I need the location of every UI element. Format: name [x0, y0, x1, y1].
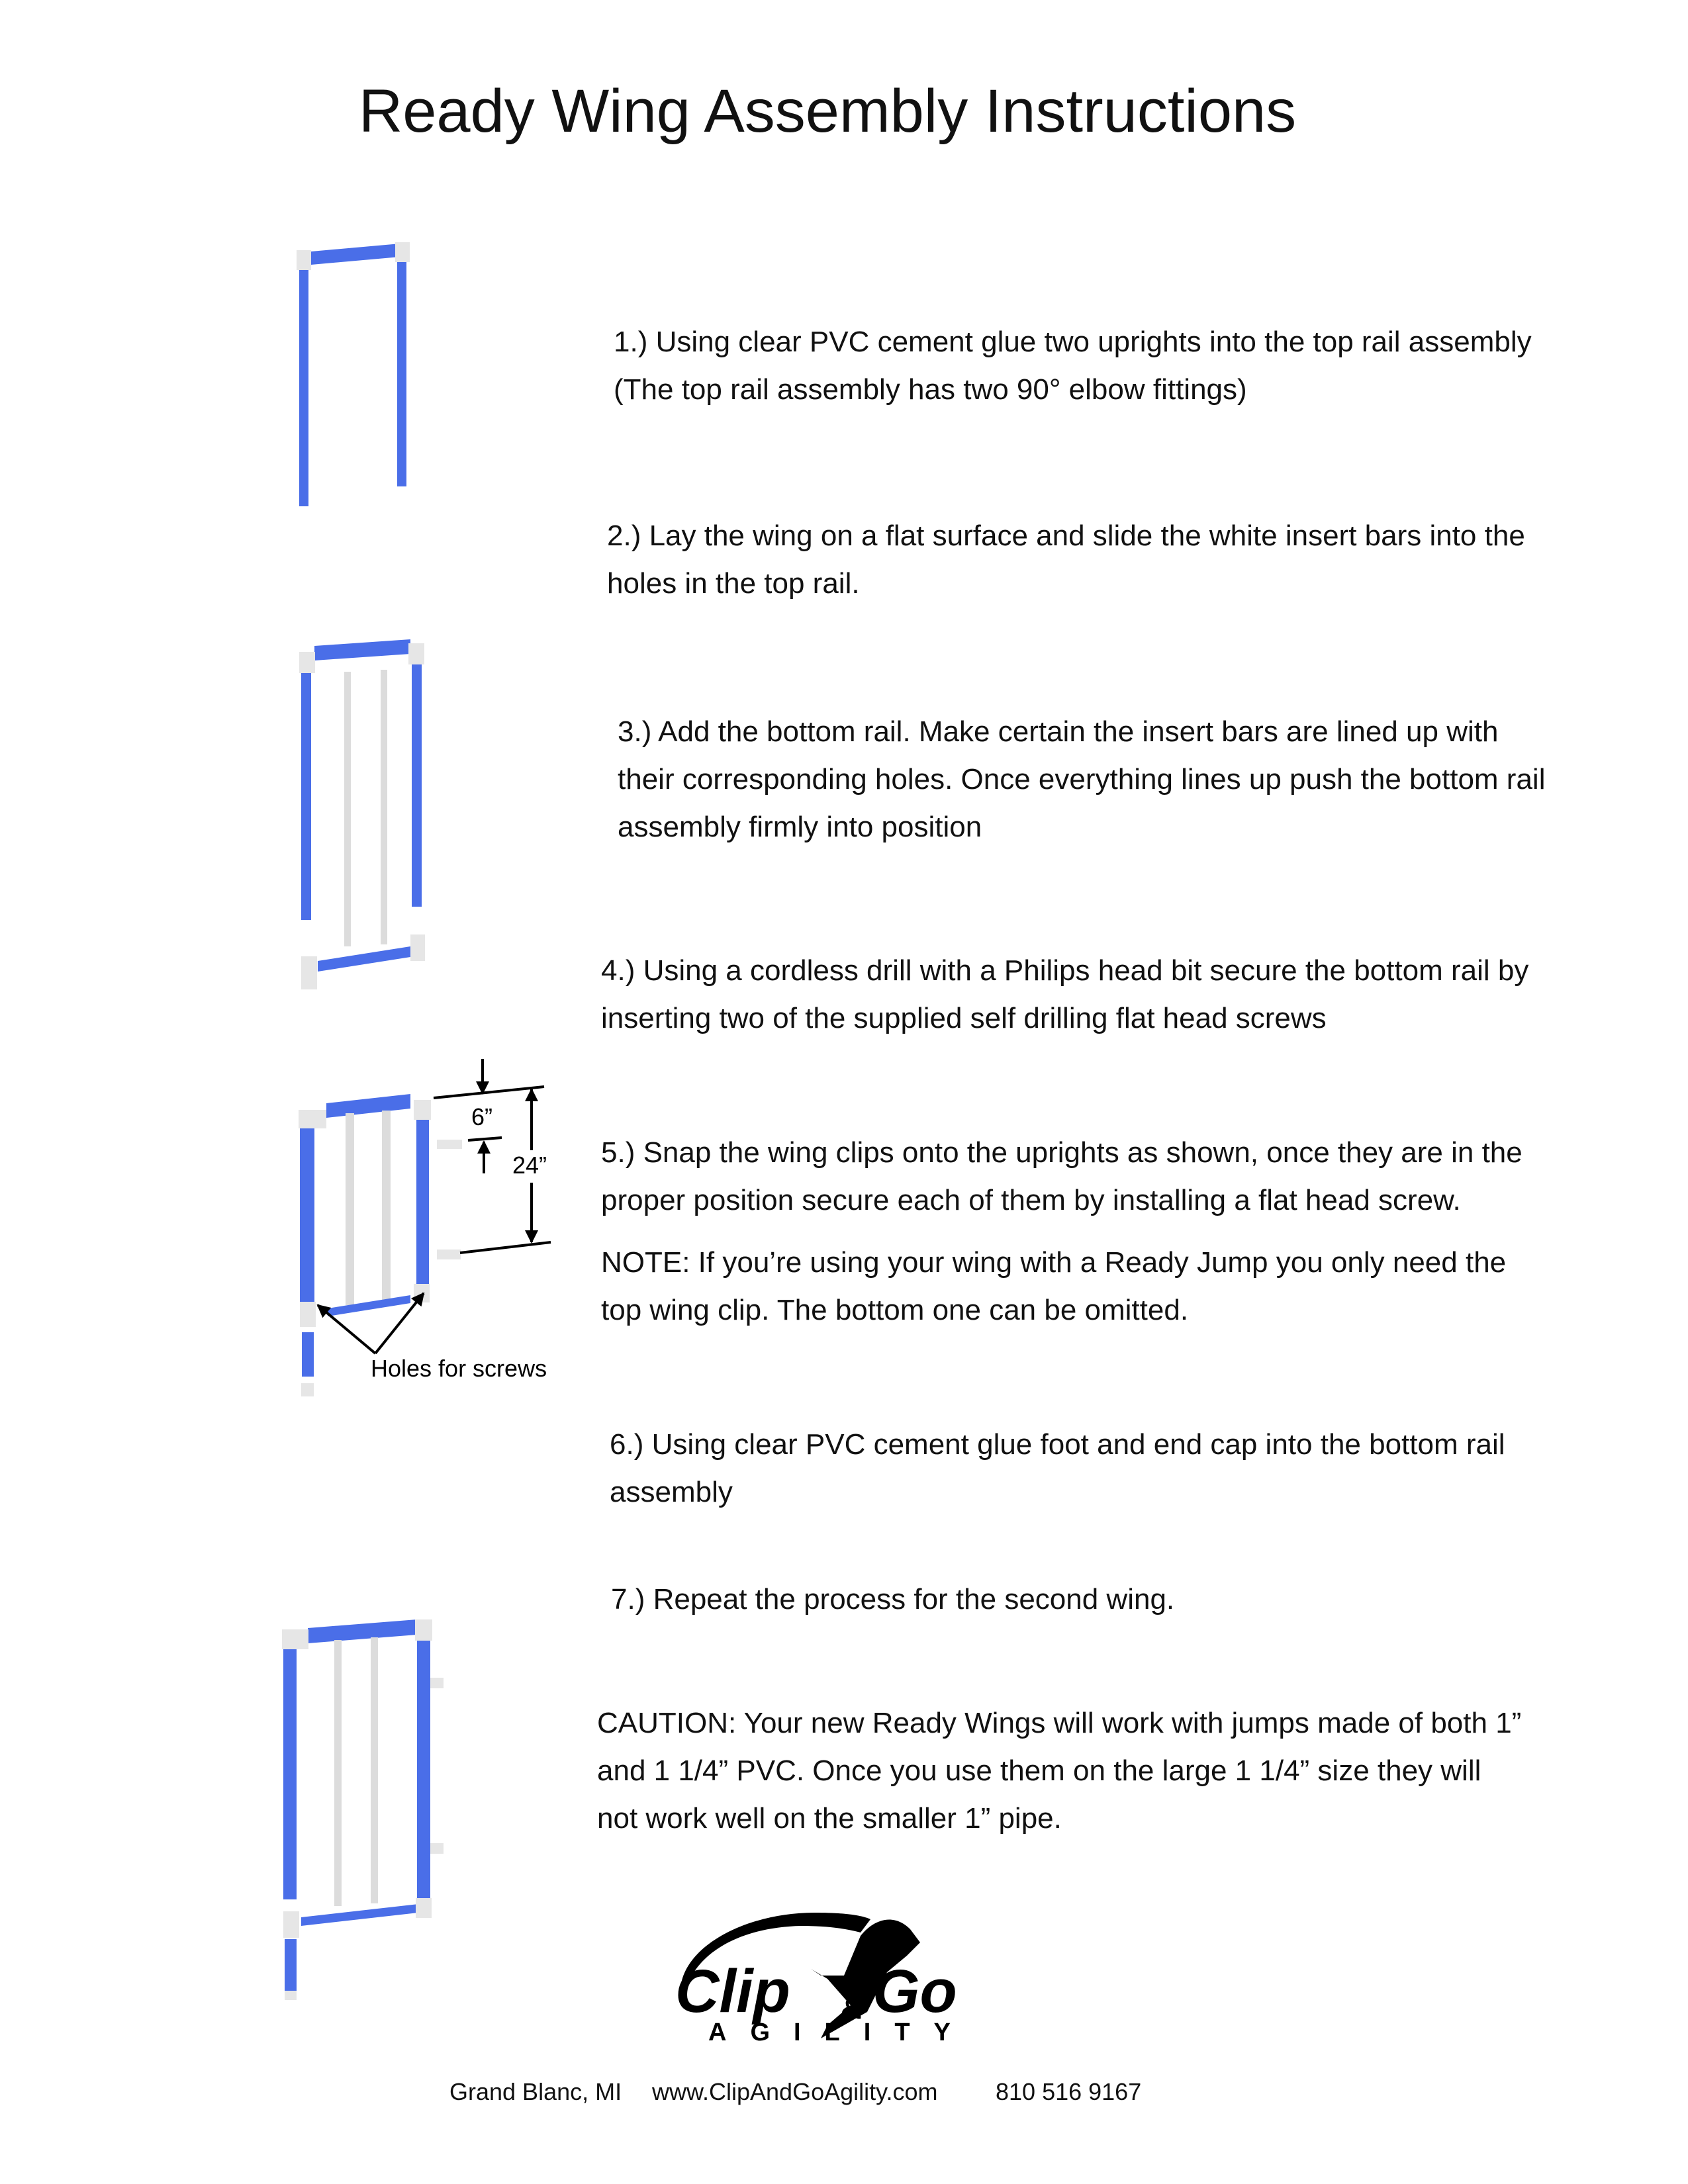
figure-step-3	[299, 639, 425, 989]
figure-step-5	[299, 1094, 462, 1396]
step-line: assembly firmly into position	[618, 811, 982, 843]
logo-subtitle: AGILITY	[708, 2019, 974, 2046]
wing-clip-top	[437, 1140, 462, 1149]
step-line: 5.) Snap the wing clips onto the uprights as shown, once they are in the	[601, 1136, 1523, 1169]
step-line: their corresponding holes. Once everything lines up push the bottom rail	[618, 763, 1546, 796]
logo-brand: Clip	[675, 1958, 790, 2025]
step-line: 2.) Lay the wing on a flat surface and slide the white insert bars into the	[607, 520, 1525, 552]
step-line: not work well on the smaller 1” pipe.	[597, 1802, 1062, 1835]
step-line: inserting two of the supplied self drilling flat head screws	[601, 1002, 1327, 1034]
step-line: NOTE: If you’re using your wing with a Ready Jump you only need the	[601, 1246, 1507, 1279]
step-line: proper position secure each of them by installing a flat head screw.	[601, 1184, 1461, 1216]
step-line: and 1 1/4” PVC. Once you use them on the large 1 1/4” size they will	[597, 1754, 1481, 1787]
step-line: 3.) Add the bottom rail. Make certain the insert bars are lined up with	[618, 715, 1499, 748]
step-line: top wing clip. The bottom one can be omitted.	[601, 1294, 1189, 1326]
footer-phone: 810 516 9167	[996, 2078, 1142, 2105]
dimension-6in: 6”	[471, 1103, 493, 1130]
step-line: 7.) Repeat the process for the second wing.	[611, 1583, 1175, 1615]
logo-ampersand: &	[841, 1993, 862, 2025]
step-line: 1.) Using clear PVC cement glue two uprights into the top rail assembly	[614, 326, 1532, 358]
step-line: CAUTION: Your new Ready Wings will work with jumps made of both 1”	[597, 1707, 1522, 1739]
clip-and-go-logo	[675, 1913, 974, 2046]
step-line: 4.) Using a cordless drill with a Philips head bit secure the bottom rail by	[601, 954, 1529, 987]
footer-website[interactable]: www.ClipAndGoAgility.com	[652, 2078, 938, 2105]
step-line: (The top rail assembly has two 90° elbow fittings)	[614, 373, 1247, 406]
figure-step-1	[297, 242, 410, 506]
figure-step-6-complete	[282, 1619, 444, 2000]
step-line: 6.) Using clear PVC cement glue foot and end cap into the bottom rail	[610, 1428, 1505, 1461]
holes-label: Holes for screws	[371, 1355, 547, 1382]
dimension-24in: 24”	[512, 1152, 547, 1179]
step-line: assembly	[610, 1476, 733, 1508]
logo-go: Go	[872, 1958, 957, 2025]
footer-location: Grand Blanc, MI	[449, 2078, 622, 2105]
page-title: Ready Wing Assembly Instructions	[358, 77, 1297, 145]
step-line: holes in the top rail.	[607, 567, 860, 600]
wing-clip-bottom	[437, 1250, 461, 1259]
